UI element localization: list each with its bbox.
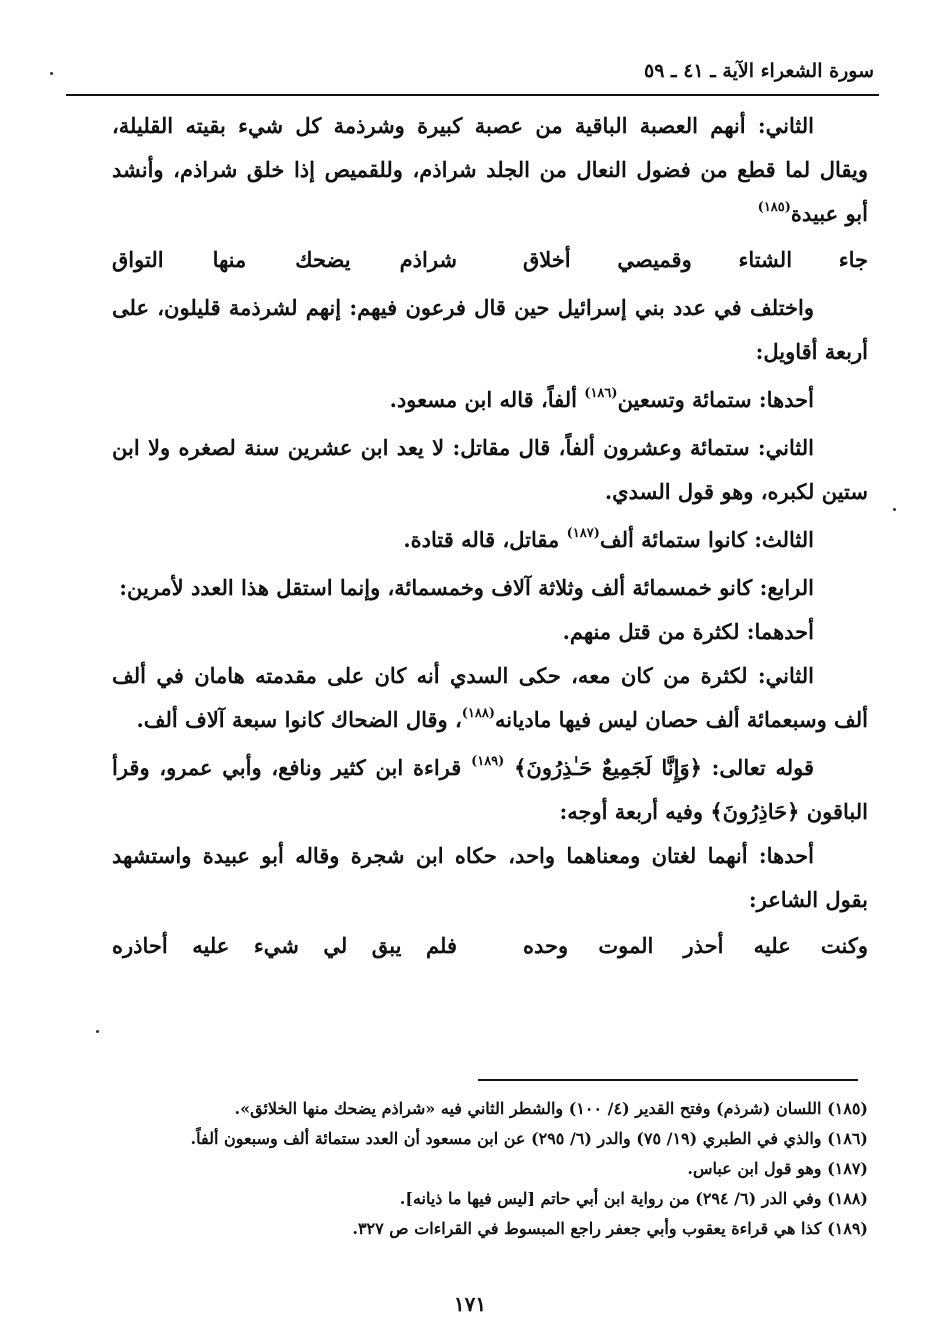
verse-1 xyxy=(112,238,868,282)
footnote-186: (١٨٦) والذي في الطبري (١٩/ ٧٥) والدر (٦/ ٢٩٥) عن ابن مسعود أن العدد ستمائة ألف وسبعون ألفاً. xyxy=(190,1129,868,1148)
footnote-188: (١٨٨) وفي الدر (٦/ ٢٩٤) من رواية ابن أبي حاتم [ليس فيها ما ذيانه]. xyxy=(399,1189,868,1208)
paragraph-4: الثاني: ستمائة وعشرون ألفاً، قال مقاتل: لا يعد ابن عشرين سنة لصغره ولا ابن ستين لكبره، وهو قول السدي. xyxy=(112,435,868,504)
verse-2-first-hemistich: وكنت عليه أحذر الموت وحده xyxy=(523,933,868,958)
scan-speck xyxy=(50,72,53,75)
paragraph-9: قوله تعالى: ﴿وَإِنَّا لَجَمِيعٌ حَـٰذِرُونَ﴾ $^{(١٨٩)}$ قراءة ابن كثير ونافع، وأبي عمرو، وقرأ الباقون ﴿حَاذِرُونَ﴾ وفيه أربعة أوجه: xyxy=(112,754,868,824)
footnote-185: (١٨٥) اللسان (شرذم) وفتح القدير (٤/ ١٠٠) والشطر الثاني فيه «شراذم يضحك منها الخلائق». xyxy=(234,1099,868,1118)
header-rule xyxy=(66,94,879,96)
footnotes xyxy=(120,1094,868,1244)
verse-1-second-hemistich: شراذم يضحك منها التواق xyxy=(112,247,457,272)
paragraph-1: الثاني: أنهم العصبة الباقية من عصبة كبيرة وشرذمة كل شيء بقيته القليلة، ويقال لما قطع من فضول النعال من الجلد شراذم، وللقميص إذا خلق شراذم، وأنشد أبو عبيدة$^{(١٨٥)}$ xyxy=(112,113,868,226)
paragraph-6: الرابع: كانو خمسمائة ألف وثلاثة آلاف وخمسمائة، وإنما استقل هذا العدد لأمرين: xyxy=(119,575,814,600)
footnote-ref-188: (١٨٨) xyxy=(461,706,496,721)
footnote-ref-187: (١٨٧) xyxy=(566,526,600,541)
footnote-187: (١٨٧) وهو قول ابن عباس. xyxy=(687,1159,868,1178)
scan-speck xyxy=(893,508,896,511)
footnote-ref-185: (١٨٥) xyxy=(757,200,791,215)
paragraph-5: الثالث: كانوا ستمائة ألف$^{(١٨٧)}$ مقاتل، قاله قتادة. xyxy=(403,526,814,552)
verse-2-second-hemistich: فلم يبق لي شيء عليه أحاذره xyxy=(112,933,457,958)
footnote-189: (١٨٩) كذا هي قراءة يعقوب وأبي جعفر راجع المبسوط في القراءات ص ٣٢٧. xyxy=(352,1219,868,1238)
paragraph-3: أحدها: ستمائة وتسعين$^{(١٨٦)}$ ألفاً، قاله ابن مسعود. xyxy=(389,386,814,412)
paragraph-8: الثاني: لكثرة من كان معه، حكى السدي أنه كان على مقدمته هامان في ألف ألف وسبعمائة ألف حصان ليس فيها ماديانه$^{(١٨٨)}$، وقال الضحاك كانوا سبعة آلاف ألف. xyxy=(112,663,868,732)
verse-2 xyxy=(112,924,868,968)
paragraph-2: واختلف في عدد بني إسرائيل حين قال فرعون فيهم: إنهم لشرذمة قليلون، على أربعة أقاويل: xyxy=(112,295,868,364)
running-header: سورة الشعراء الآية ـ ٤١ ـ ٥٩ xyxy=(643,60,874,82)
paragraph-7: أحدهما: لكثرة من قتل منهم. xyxy=(562,619,814,644)
verse-1-first-hemistich: جاء الشتاء وقميصي أخلاق xyxy=(523,247,868,272)
page-number: ١٧١ xyxy=(453,1292,487,1316)
scan-speck xyxy=(96,1030,99,1033)
footnote-rule xyxy=(478,1079,858,1081)
paragraph-10: أحدها: أنهما لغتان ومعناهما واحد، حكاه ابن شجرة وقاله أبو عبيدة واستشهد بقول الشاعر: xyxy=(112,843,868,912)
footnote-ref-189: (١٨٩) xyxy=(471,754,505,769)
main-text xyxy=(112,104,868,972)
footnote-ref-186: (١٨٦) xyxy=(584,386,618,401)
